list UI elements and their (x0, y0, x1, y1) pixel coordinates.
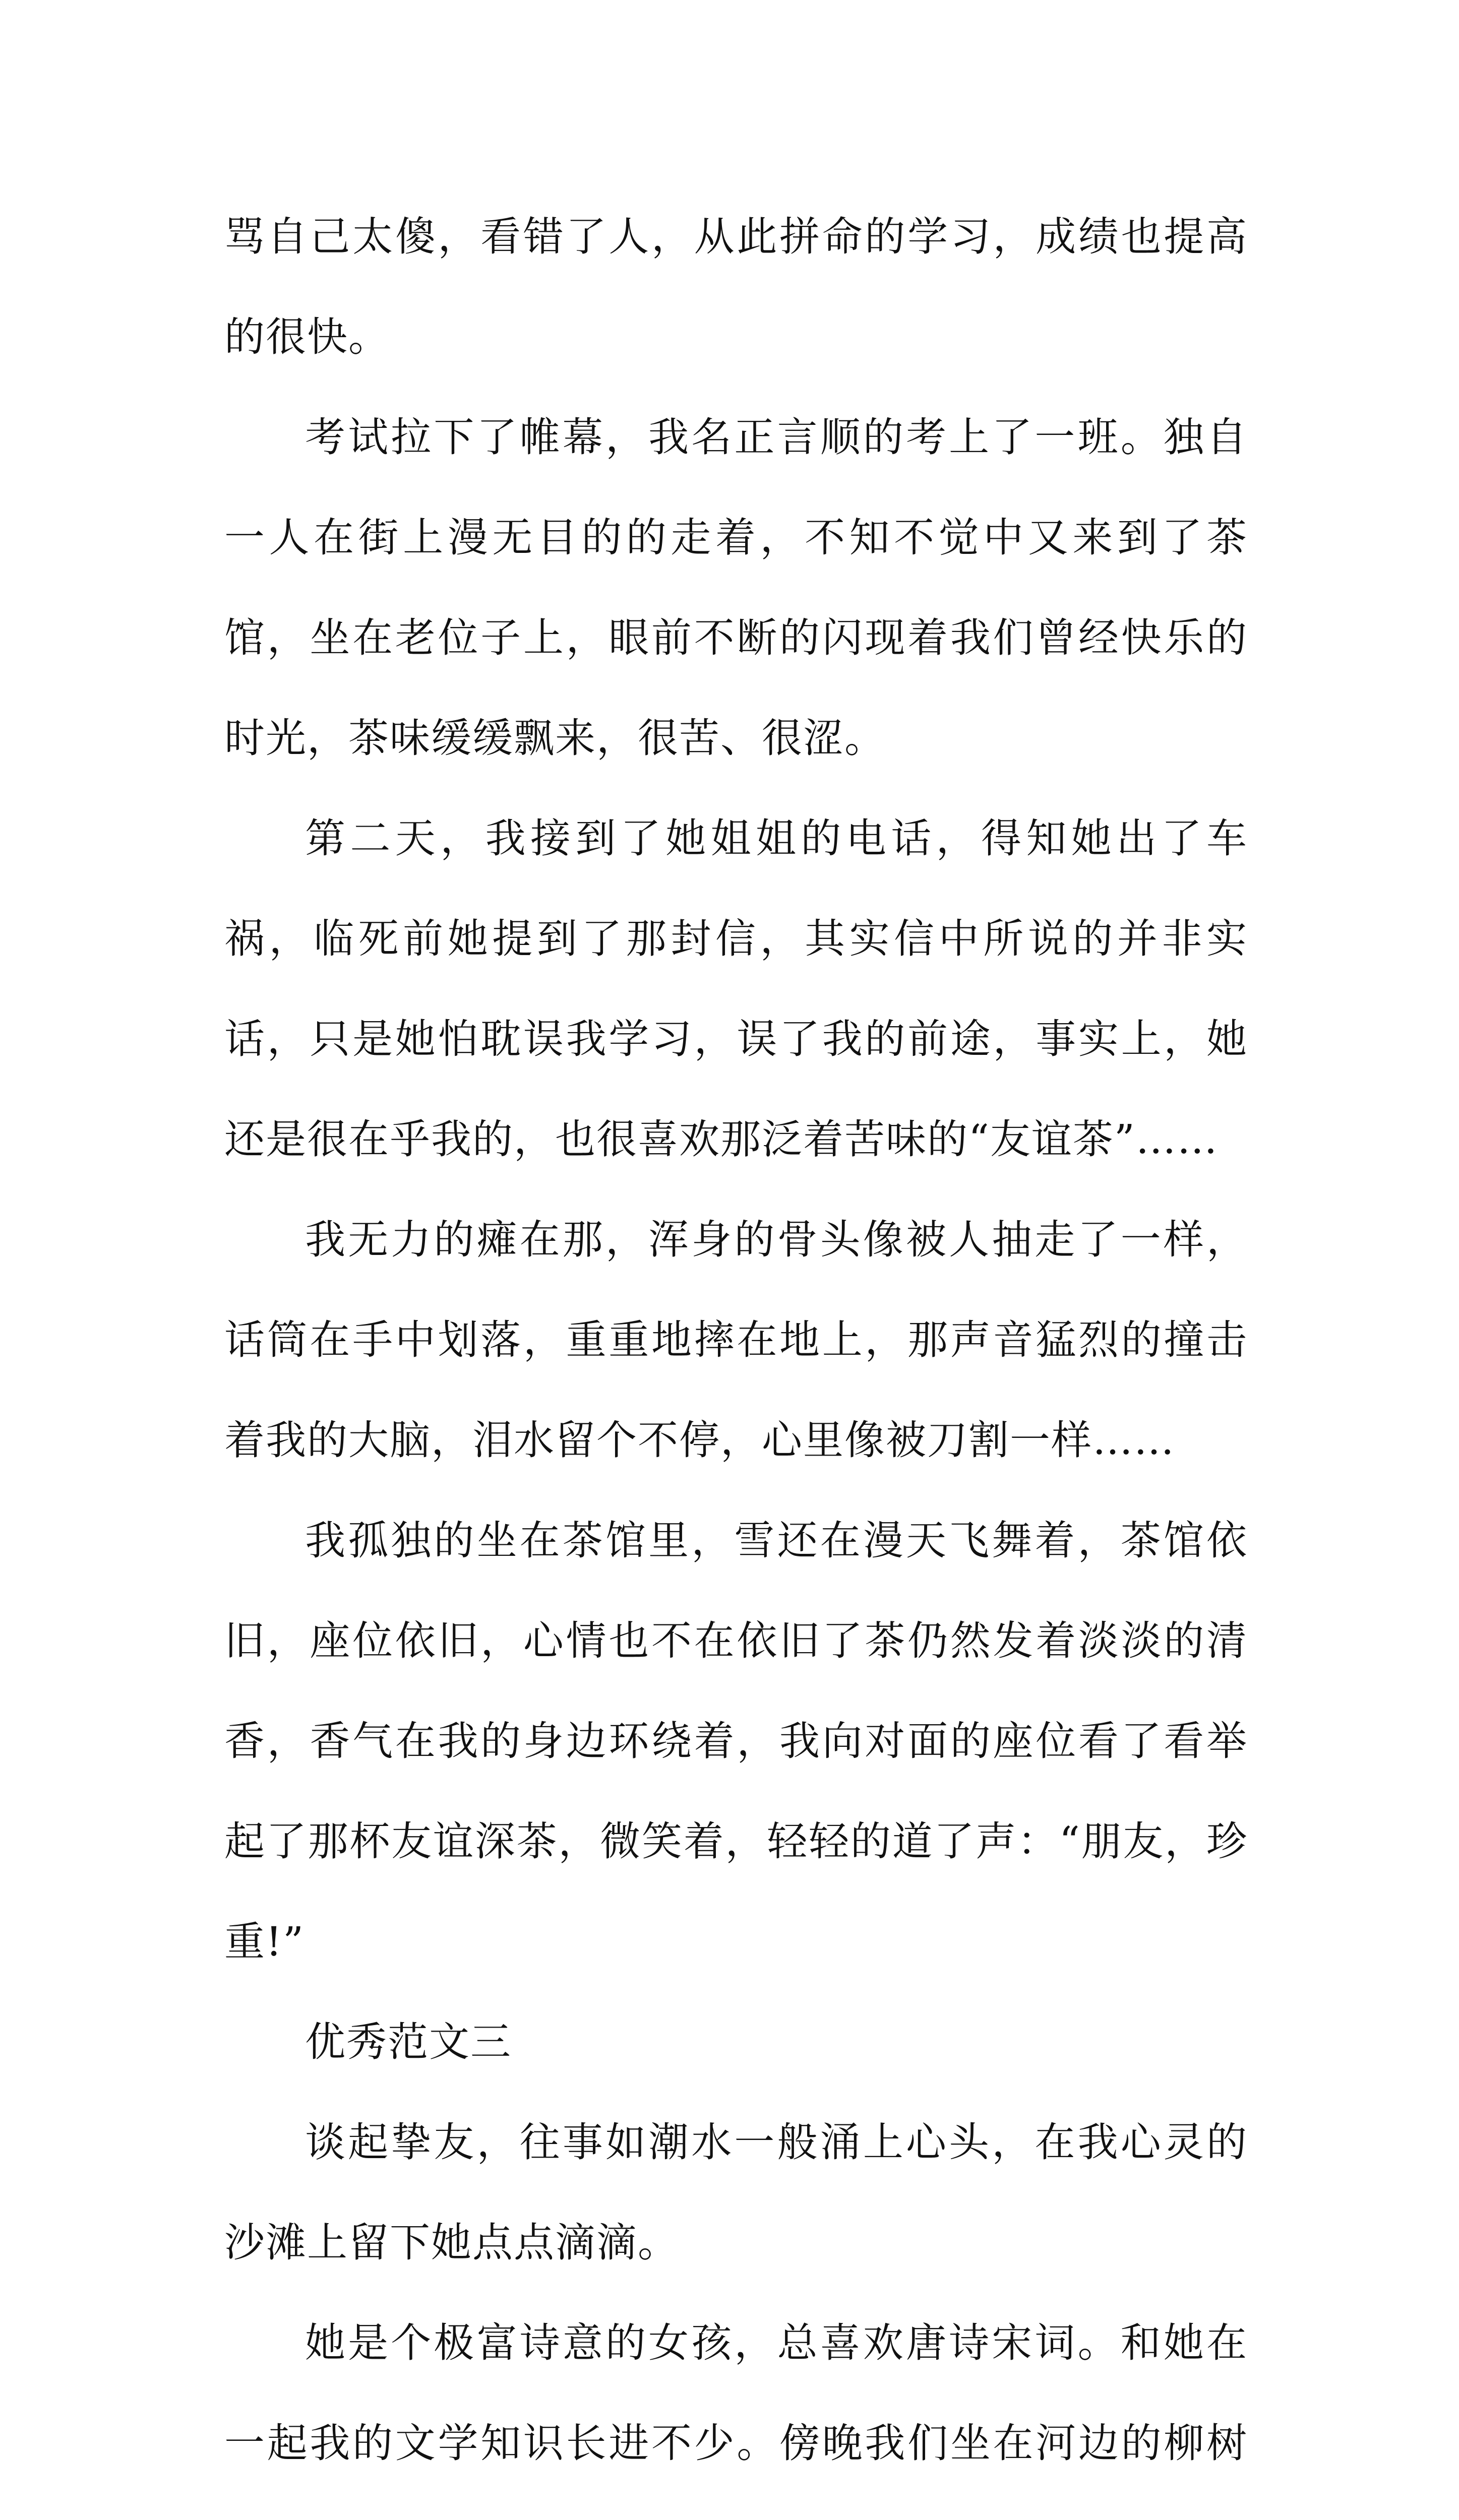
paragraph-phone-call: 第二天，我接到了她姐姐的电话，得知她出了车祸，临死前她提到了那封信，其实信中所说的并非实话，只是她怕耽误我学习，误了我的前途，事实上，她还是很在乎我的，也很喜欢那泛着苦味的“友谊茶”…… (224, 815, 1248, 1163)
paragraph-teahouse: 我孤独的坐在茶馆里，雪还在漫天飞舞着，茶馆依旧，座位依旧，心情也不在依旧了茶仍然发着淡淡的清香，香气在我的身边环绕着，我向对面的座位看了看举起了那杯友谊深茶，微笑着，轻轻的道了声：“朋友，珍重!” (224, 1517, 1248, 1965)
paragraph-grief: 我无力的瘫在那，浑身的骨头像被人抽走了一样，话筒在手中划落，重重地摔在地上，那声音猛烈的撞击着我的大脑，泪水留个不停，心里像被刀割一样…… (224, 1216, 1248, 1464)
section-title: 优秀范文三 (305, 2019, 512, 2065)
paragraph-continued: 骂自己太傻，看错了人，从此拼命的学习，成绩也提高的很快。 (224, 213, 1248, 360)
paragraph-friend-intro: 谈起挚友，往事如潮水一般涌上心头，在我心灵的沙滩上留下她点点滴滴。 (224, 2119, 1248, 2266)
paragraph-poetic-girl: 她是个极富诗意的女孩，总喜欢唐诗宋词。和她在一起我的文学知识长进不少。傍晚我们坐在河边的柳树 (224, 2319, 1248, 2467)
paragraph-exam: 考试拉下了帷幕，我名正言顺的考上了一班。独自一人在街上漫无目的的走着，不知不觉中又来到了茶馆，坐在老位子上，眼前不断的闪现着我们曾经快乐的时光，茶味缓缓飘来，很苦、很涩。 (224, 414, 1248, 762)
document-body (224, 186, 1248, 2520)
